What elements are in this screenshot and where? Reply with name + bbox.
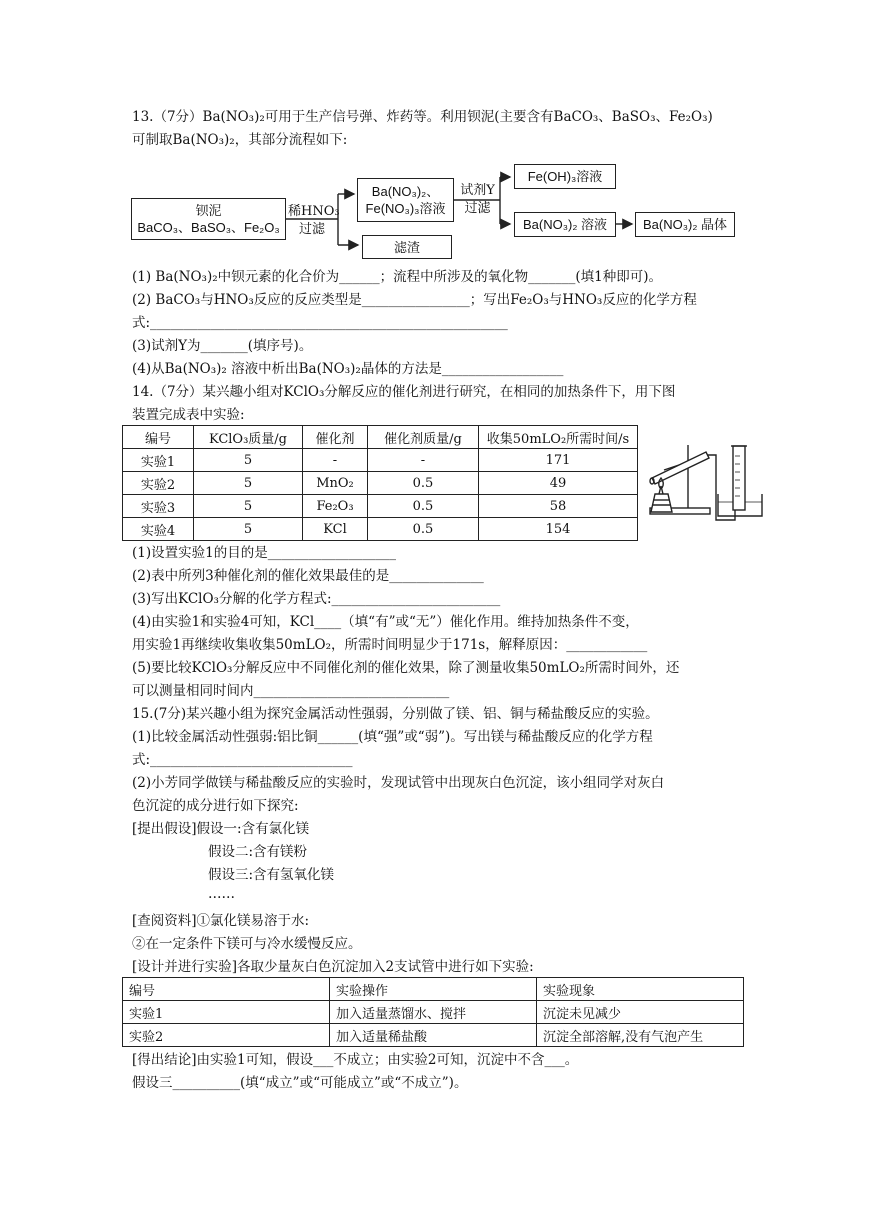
table-cell: 5 (194, 472, 303, 495)
q14-sub3: (3)写出KClO₃分解的化学方程式:_________________________ (132, 591, 501, 607)
q13-intro-line1: 13.（7分）Ba(NO₃)₂可用于生产信号弹、炸药等。利用钡泥(主要含有BaCO₃、BaSO₃、Fe₂O₃) (132, 109, 713, 125)
table-cell: 5 (194, 449, 303, 472)
q15-experiment-table (122, 977, 744, 1047)
flow-start-name: 钡泥 (195, 203, 222, 218)
table-cell: 0.5 (368, 495, 479, 518)
table-cell: 沉淀未见减少 (537, 1001, 744, 1024)
flow-mid-line1: Ba(NO₃)₂、 (371, 184, 440, 199)
table-cell: 0.5 (368, 518, 479, 541)
table-cell: 实验4 (123, 518, 194, 541)
flow-start-composition: BaCO₃、BaSO₃、Fe₂O₃ (137, 220, 280, 235)
q13-sub2-line1: (2) BaCO₃与HNO₃反应的反应类型是________________；写出Fe₂O₃与HNO₃反应的化学方程 (132, 292, 697, 308)
q15-sub1-line1: (1)比较金属活动性强弱:铝比铜______(填“强”或“弱”)。写出镁与稀盐酸反应的化学方程 (132, 729, 653, 745)
q15-sub1-line2: 式:______________________________ (132, 752, 353, 768)
table-row (123, 1024, 744, 1047)
flow-residue-box: 滤渣 (362, 235, 452, 259)
table-cell: - (368, 449, 479, 472)
q13-sub4: (4)从Ba(NO₃)₂ 溶液中析出Ba(NO₃)₂晶体的方法是__________________ (132, 361, 564, 377)
q14-sub4-line2: 用实验1再继续收集收集50mLO₂，所需时间明显少于171s，解释原因：____________ (132, 637, 648, 653)
table-header: 催化剂 (303, 426, 368, 449)
table-cell: 0.5 (368, 472, 479, 495)
table-cell: Fe₂O₃ (303, 495, 368, 518)
q13-intro-line2: 可制取Ba(NO₃)₂，其部分流程如下: (132, 132, 348, 148)
table-cell: - (303, 449, 368, 472)
flow-mid-line2: Fe(NO₃)₃溶液 (365, 201, 446, 216)
flow-step1-reagent: 稀HNO₃ (288, 204, 340, 219)
q14-sub2: (2)表中所列3种催化剂的催化效果最佳的是______________ (132, 568, 484, 584)
q15-sub2-line1: (2)小芳同学做镁与稀盐酸反应的实验时，发现试管中出现灰白色沉淀，该小组同学对灰白 (132, 775, 665, 791)
q14-intro-line1: 14.（7分）某兴趣小组对KClO₃分解反应的催化剂进行研究，在相同的加热条件下，用下图 (132, 384, 676, 400)
table-header: KClO₃质量/g (194, 426, 303, 449)
table-cell: MnO₂ (303, 472, 368, 495)
table-cell: 加入适量蒸馏水、搅拌 (330, 1001, 537, 1024)
table-header: 编号 (123, 426, 194, 449)
q14-intro-line2: 装置完成表中实验: (132, 407, 245, 423)
q15-hypothesis-more: …… (208, 886, 235, 902)
q15-reference-2: ②在一定条件下镁可与冷水缓慢反应。 (132, 936, 362, 952)
table-cell: 加入适量稀盐酸 (330, 1024, 537, 1047)
table-cell: 58 (479, 495, 638, 518)
table-cell: 实验1 (123, 449, 194, 472)
q15-intro: 15.(7分)某兴趣小组为探究金属活动性强弱，分别做了镁、铝、铜与稀盐酸反应的实验。 (132, 706, 659, 722)
q13-sub1: (1) Ba(NO₃)₂中钡元素的化合价为______；流程中所涉及的氧化物_______(填1种即可)。 (132, 269, 662, 285)
q13-sub2-line2: 式:_____________________________________________________ (132, 315, 508, 331)
flow-crystal-box: Ba(NO₃)₂ 晶体 (635, 212, 735, 237)
q15-conclusion-line1: [得出结论]由实验1可知，假设___不成立；由实验2可知，沉淀中不含___。 (132, 1052, 579, 1068)
table-cell: 154 (479, 518, 638, 541)
q14-sub5-line1: (5)要比较KClO₃分解反应中不同催化剂的催化效果，除了测量收集50mLO₂所需时间外，还 (132, 660, 680, 676)
q14-sub1: (1)设置实验1的目的是___________________ (132, 545, 396, 561)
table-cell: 5 (194, 518, 303, 541)
table-header: 收集50mLO₂所需时间/s (479, 426, 638, 449)
table-cell: 实验1 (123, 1001, 330, 1024)
flow-step2-operation: 过滤 (464, 201, 491, 216)
flow-step2-reagent: 试剂Y (460, 183, 495, 198)
table-header: 编号 (123, 978, 330, 1001)
table-cell: 171 (479, 449, 638, 472)
table-cell: 实验2 (123, 1024, 330, 1047)
table-cell: 实验2 (123, 472, 194, 495)
table-header-row (123, 978, 744, 1001)
q15-hypothesis-title: [提出假设]假设一:含有氯化镁 (132, 821, 310, 837)
q15-reference-title: [查阅资料]①氯化镁易溶于水: (132, 913, 310, 929)
q15-hypothesis-3: 假设三:含有氢氧化镁 (208, 867, 335, 883)
flow-step1-operation: 过滤 (298, 222, 325, 237)
q15-design: [设计并进行实验]各取少量灰白色沉淀加入2支试管中进行如下实验: (132, 959, 534, 975)
table-cell: KCl (303, 518, 368, 541)
q15-hypothesis-2: 假设二:含有镁粉 (208, 844, 308, 860)
table-cell: 49 (479, 472, 638, 495)
table-header: 催化剂质量/g (368, 426, 479, 449)
q14-sub5-line2: 可以测量相同时间内_____________________________ (132, 683, 450, 699)
table-row (123, 1001, 744, 1024)
table-cell: 实验3 (123, 495, 194, 518)
flow-hydroxide-box: Fe(OH)₃溶液 (514, 164, 616, 189)
table-cell: 沉淀全部溶解,没有气泡产生 (537, 1024, 744, 1047)
q14-sub4-line1: (4)由实验1和实验4可知，KCl____（填“有”或“无”）催化作用。维持加热条件不变， (132, 614, 639, 630)
q15-sub2-line2: 色沉淀的成分进行如下探究: (132, 798, 299, 814)
q13-sub3: (3)试剂Y为_______(填序号)。 (132, 338, 313, 354)
table-header: 实验现象 (537, 978, 744, 1001)
q15-conclusion-line2: 假设三__________(填“成立”或“可能成立”或“不成立”)。 (132, 1075, 468, 1091)
table-cell: 5 (194, 495, 303, 518)
table-header: 实验操作 (330, 978, 537, 1001)
flow-solution-box: Ba(NO₃)₂ 溶液 (514, 212, 616, 237)
